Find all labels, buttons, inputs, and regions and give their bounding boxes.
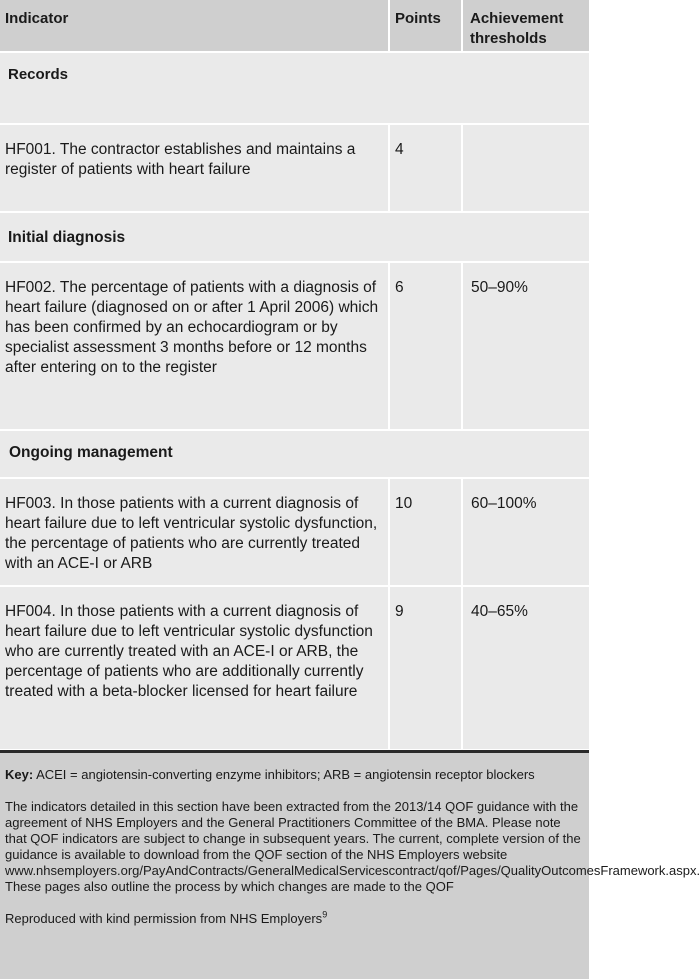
key-footnote-box	[0, 750, 700, 979]
threshold-hf001	[462, 124, 589, 212]
header-indicator: Indicator	[0, 0, 389, 52]
table-row-hf004	[0, 586, 589, 750]
header-points: Points	[389, 0, 462, 52]
points-hf003: 10	[389, 478, 462, 586]
source-note: The indicators detailed in this section have been extracted from the 2013/14 QOF guidance with the agreement of NHS Employers and the General Practitioners Committee of the BMA. Please note that QOF indicators are subject to change in subsequent years. The current, complete version of the guidance is available to download from the QOF section of the NHS Employers website www.nhsemployers.org/PayAndContracts/GeneralMedicalServicescontract/qof/Pages/QualityOutcomesFramework.aspx. These pages also outline the process by which changes are made to the QOF	[5, 799, 700, 894]
header-thresholds-line2: thresholds	[470, 30, 547, 47]
threshold-hf002: 50–90%	[462, 262, 589, 430]
table-row-hf002	[0, 262, 589, 430]
table-header-row	[0, 0, 589, 52]
points-hf001: 4	[389, 124, 462, 212]
indicator-text-hf003: HF003. In those patients with a current diagnosis of heart failure due to left ventricular systolic dysfunction, the percentage of patients who are currently treated with an ACE-I or ARB	[0, 478, 389, 586]
indicator-text-hf002: HF002. The percentage of patients with a diagnosis of heart failure (diagnosed on or after 1 April 2006) which has been confirmed by an echocardiogram or by specialist assessment 3 months before or 12 months after entering on to the register	[0, 262, 389, 430]
key-text: ACEI = angiotensin-converting enzyme inhibitors; ARB = angiotensin receptor blockers	[33, 767, 535, 782]
credit-reference: 9	[322, 909, 328, 920]
section-title-initial-diagnosis: Initial diagnosis	[0, 212, 589, 262]
indicator-text-hf001: HF001. The contractor establishes and maintains a register of patients with heart failure	[0, 124, 389, 212]
section-title-records: Records	[0, 52, 589, 124]
indicator-text-hf004: HF004. In those patients with a current diagnosis of heart failure due to left ventricular systolic dysfunction who are currently treated with an ACE-I or ARB, the percentage of patients who are additionally currently treated with a beta-blocker licensed for heart failure	[0, 586, 389, 750]
key-label: Key:	[5, 767, 34, 782]
key-line	[5, 767, 584, 783]
table-row-hf001	[0, 124, 589, 212]
threshold-hf003: 60–100%	[462, 478, 589, 586]
header-thresholds-line1: Achievement	[470, 10, 564, 27]
section-title-ongoing-management: Ongoing management	[0, 430, 589, 478]
section-row-ongoing-management	[0, 430, 589, 478]
header-thresholds	[462, 0, 589, 52]
credit-text: Reproduced with kind permission from NHS Employers	[5, 911, 323, 926]
section-row-initial-diagnosis	[0, 212, 589, 262]
table-row-hf003	[0, 478, 589, 586]
points-hf002: 6	[389, 262, 462, 430]
credit-line	[5, 911, 584, 927]
threshold-hf004: 40–65%	[462, 586, 589, 750]
section-row-records	[0, 52, 589, 124]
points-hf004: 9	[389, 586, 462, 750]
